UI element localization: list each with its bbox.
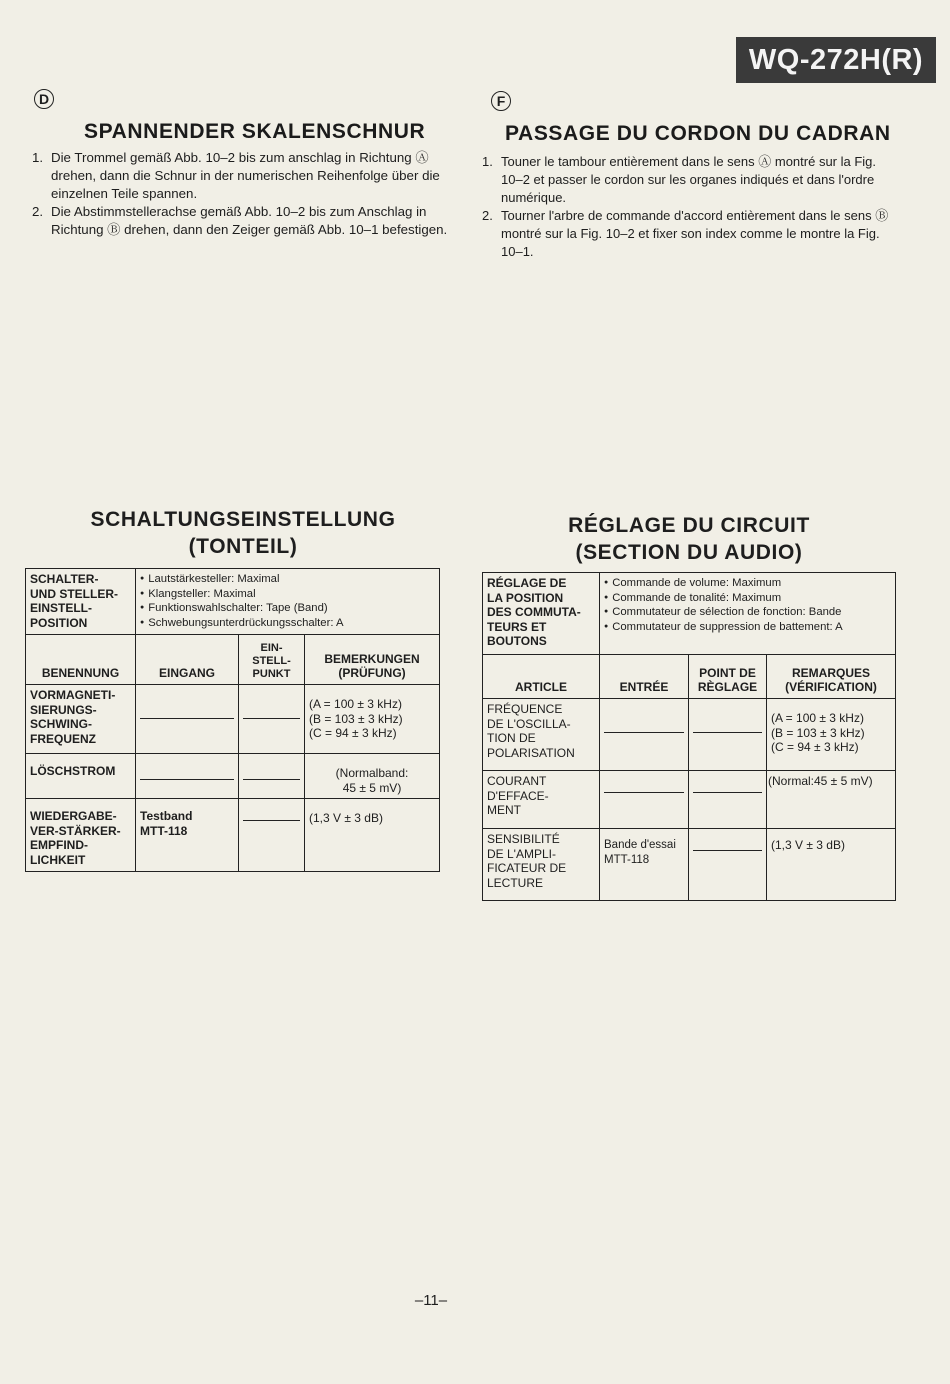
column-header: EINGANG [136, 635, 239, 685]
german-step-1 [32, 149, 450, 203]
point-cell [239, 799, 305, 871]
list-item: ● Klangsteller: Maximal [140, 587, 435, 602]
column-header: BENENNUNG [26, 635, 136, 685]
step-number: 1. [482, 154, 493, 169]
table-row [26, 799, 440, 871]
remark-cell: (1,3 V ± 3 dB) [767, 829, 896, 901]
section-letter-f: F [491, 91, 511, 111]
german-step-2 [32, 203, 450, 239]
row-name: SENSIBILITÉ DE L'AMPLI- FICATEUR DE LECTURE [483, 829, 600, 901]
point-cell [689, 699, 767, 771]
switch-position-label: RÉGLAGE DE LA POSITION DES COMMUTA- TEURS ET BOUTONS [483, 573, 600, 655]
german-dial-cord-title: SPANNENDER SKALENSCHNUR [84, 120, 426, 143]
input-cell [136, 754, 239, 799]
table-header-row [483, 655, 896, 699]
input-cell: Testband MTT-118 [136, 799, 239, 871]
blank-line [604, 732, 684, 733]
german-adjustment-table [25, 568, 440, 872]
page-number: –11– [414, 1292, 448, 1309]
column-header: ENTRÉE [600, 655, 689, 699]
blank-line [693, 732, 762, 733]
remark-cell: (A = 100 ± 3 kHz) (B = 103 ± 3 kHz) (C = 94 ± 3 kHz) [305, 685, 440, 754]
blank-line [693, 792, 762, 793]
list-item: ● Commande de volume: Maximum [604, 576, 891, 591]
list-item: ● Commutateur de suppression de battement: A [604, 620, 891, 635]
table-row [483, 829, 896, 901]
blank-line [243, 779, 300, 780]
row-name: FRÉQUENCE DE L'OSCILLA- TION DE POLARISATION [483, 699, 600, 771]
step-text: Die Abstimmstellerachse gemäß Abb. 10–2 bis zum Anschlag in Richtung Ⓑ drehen, dann den Zeiger gemäß Abb. 10–1 befestigen. [51, 204, 448, 237]
german-circuit-title-line1: SCHALTUNGSEINSTELLUNG [90, 508, 396, 531]
column-header: POINT DE RÈGLAGE [689, 655, 767, 699]
column-header: EIN- STELL- PUNKT [239, 635, 305, 685]
list-item: ● Funktionswahlschalter: Tape (Band) [140, 601, 435, 616]
remark-cell: (Normalband: 45 ± 5 mV) [305, 754, 440, 799]
step-text: Touner le tambour entièrement dans le sens Ⓐ montré sur la Fig. 10–2 et passer le cordon sur les organes indiqués et dans l'ordre numérique. [501, 154, 877, 205]
input-cell: Bande d'essai MTT-118 [600, 829, 689, 901]
table-row [26, 685, 440, 754]
list-item: ● Commutateur de sélection de fonction: Bande [604, 605, 891, 620]
model-number-badge: WQ-272H(R) [736, 37, 936, 83]
german-circuit-title-line2: (TONTEIL) [188, 535, 298, 558]
column-header: ARTICLE [483, 655, 600, 699]
input-cell [600, 699, 689, 771]
remark-cell: (Normal:45 ± 5 mV) [767, 771, 896, 829]
step-number: 2. [482, 208, 493, 223]
french-circuit-title-line1: RÉGLAGE DU CIRCUIT [568, 514, 810, 537]
column-header: REMARQUES (VÉRIFICATION) [767, 655, 896, 699]
blank-line [140, 718, 234, 719]
step-number: 2. [32, 204, 44, 219]
step-text: Die Trommel gemäß Abb. 10–2 bis zum anschlag in Richtung Ⓐ drehen, dann die Schnur in der numerischen Reihenfolge über die einzelnen Teile spannen. [51, 150, 440, 201]
german-steps-list [32, 149, 450, 239]
list-item: ● Commande de tonalité: Maximum [604, 591, 891, 606]
switch-settings-list [140, 572, 435, 630]
table-row [26, 754, 440, 799]
table-row [26, 569, 440, 635]
section-letter-d: D [34, 89, 54, 109]
french-circuit-title-line2: (SECTION DU AUDIO) [575, 541, 803, 564]
row-name: WIEDERGABE- VER-STÄRKER- EMPFIND- LICHKEIT [26, 799, 136, 871]
row-name: COURANT D'EFFACE- MENT [483, 771, 600, 829]
table-header-row [26, 635, 440, 685]
table-row [483, 573, 896, 655]
blank-line [243, 820, 300, 821]
french-steps-list [482, 153, 900, 261]
blank-line [140, 779, 234, 780]
point-cell [239, 754, 305, 799]
remark-cell: (1,3 V ± 3 dB) [305, 799, 440, 871]
table-row [483, 699, 896, 771]
point-cell [689, 771, 767, 829]
french-step-2 [482, 207, 900, 261]
row-name: LÖSCHSTROM [26, 754, 136, 799]
list-item: ● Schwebungsunterdrückungsschalter: A [140, 616, 435, 631]
switch-settings-cell [600, 573, 896, 655]
list-item: ● Lautstärkesteller: Maximal [140, 572, 435, 587]
blank-line [693, 850, 762, 851]
switch-settings-list [604, 576, 891, 634]
point-cell [689, 829, 767, 901]
french-step-1 [482, 153, 900, 207]
switch-position-label: SCHALTER- UND STELLER- EINSTELL- POSITION [26, 569, 136, 635]
row-name: VORMAGNETI- SIERUNGS- SCHWING- FREQUENZ [26, 685, 136, 754]
point-cell [239, 685, 305, 754]
input-cell [136, 685, 239, 754]
column-header: BEMERKUNGEN (PRÜFUNG) [305, 635, 440, 685]
step-text: Tourner l'arbre de commande d'accord entièrement dans le sens Ⓑ montré sur la Fig. 10–2 et fixer son index comme le montre la Fig. 10–1. [501, 208, 889, 259]
german-circuit-title [60, 506, 426, 560]
blank-line [604, 792, 684, 793]
table-row [483, 771, 896, 829]
switch-settings-cell [136, 569, 440, 635]
input-cell [600, 771, 689, 829]
french-adjustment-table [482, 572, 896, 901]
remark-cell: (A = 100 ± 3 kHz) (B = 103 ± 3 kHz) (C = 94 ± 3 kHz) [767, 699, 896, 771]
blank-line [243, 718, 300, 719]
step-number: 1. [32, 150, 44, 165]
french-dial-cord-title: PASSAGE DU CORDON DU CADRAN [505, 122, 891, 145]
french-circuit-title [500, 512, 878, 566]
